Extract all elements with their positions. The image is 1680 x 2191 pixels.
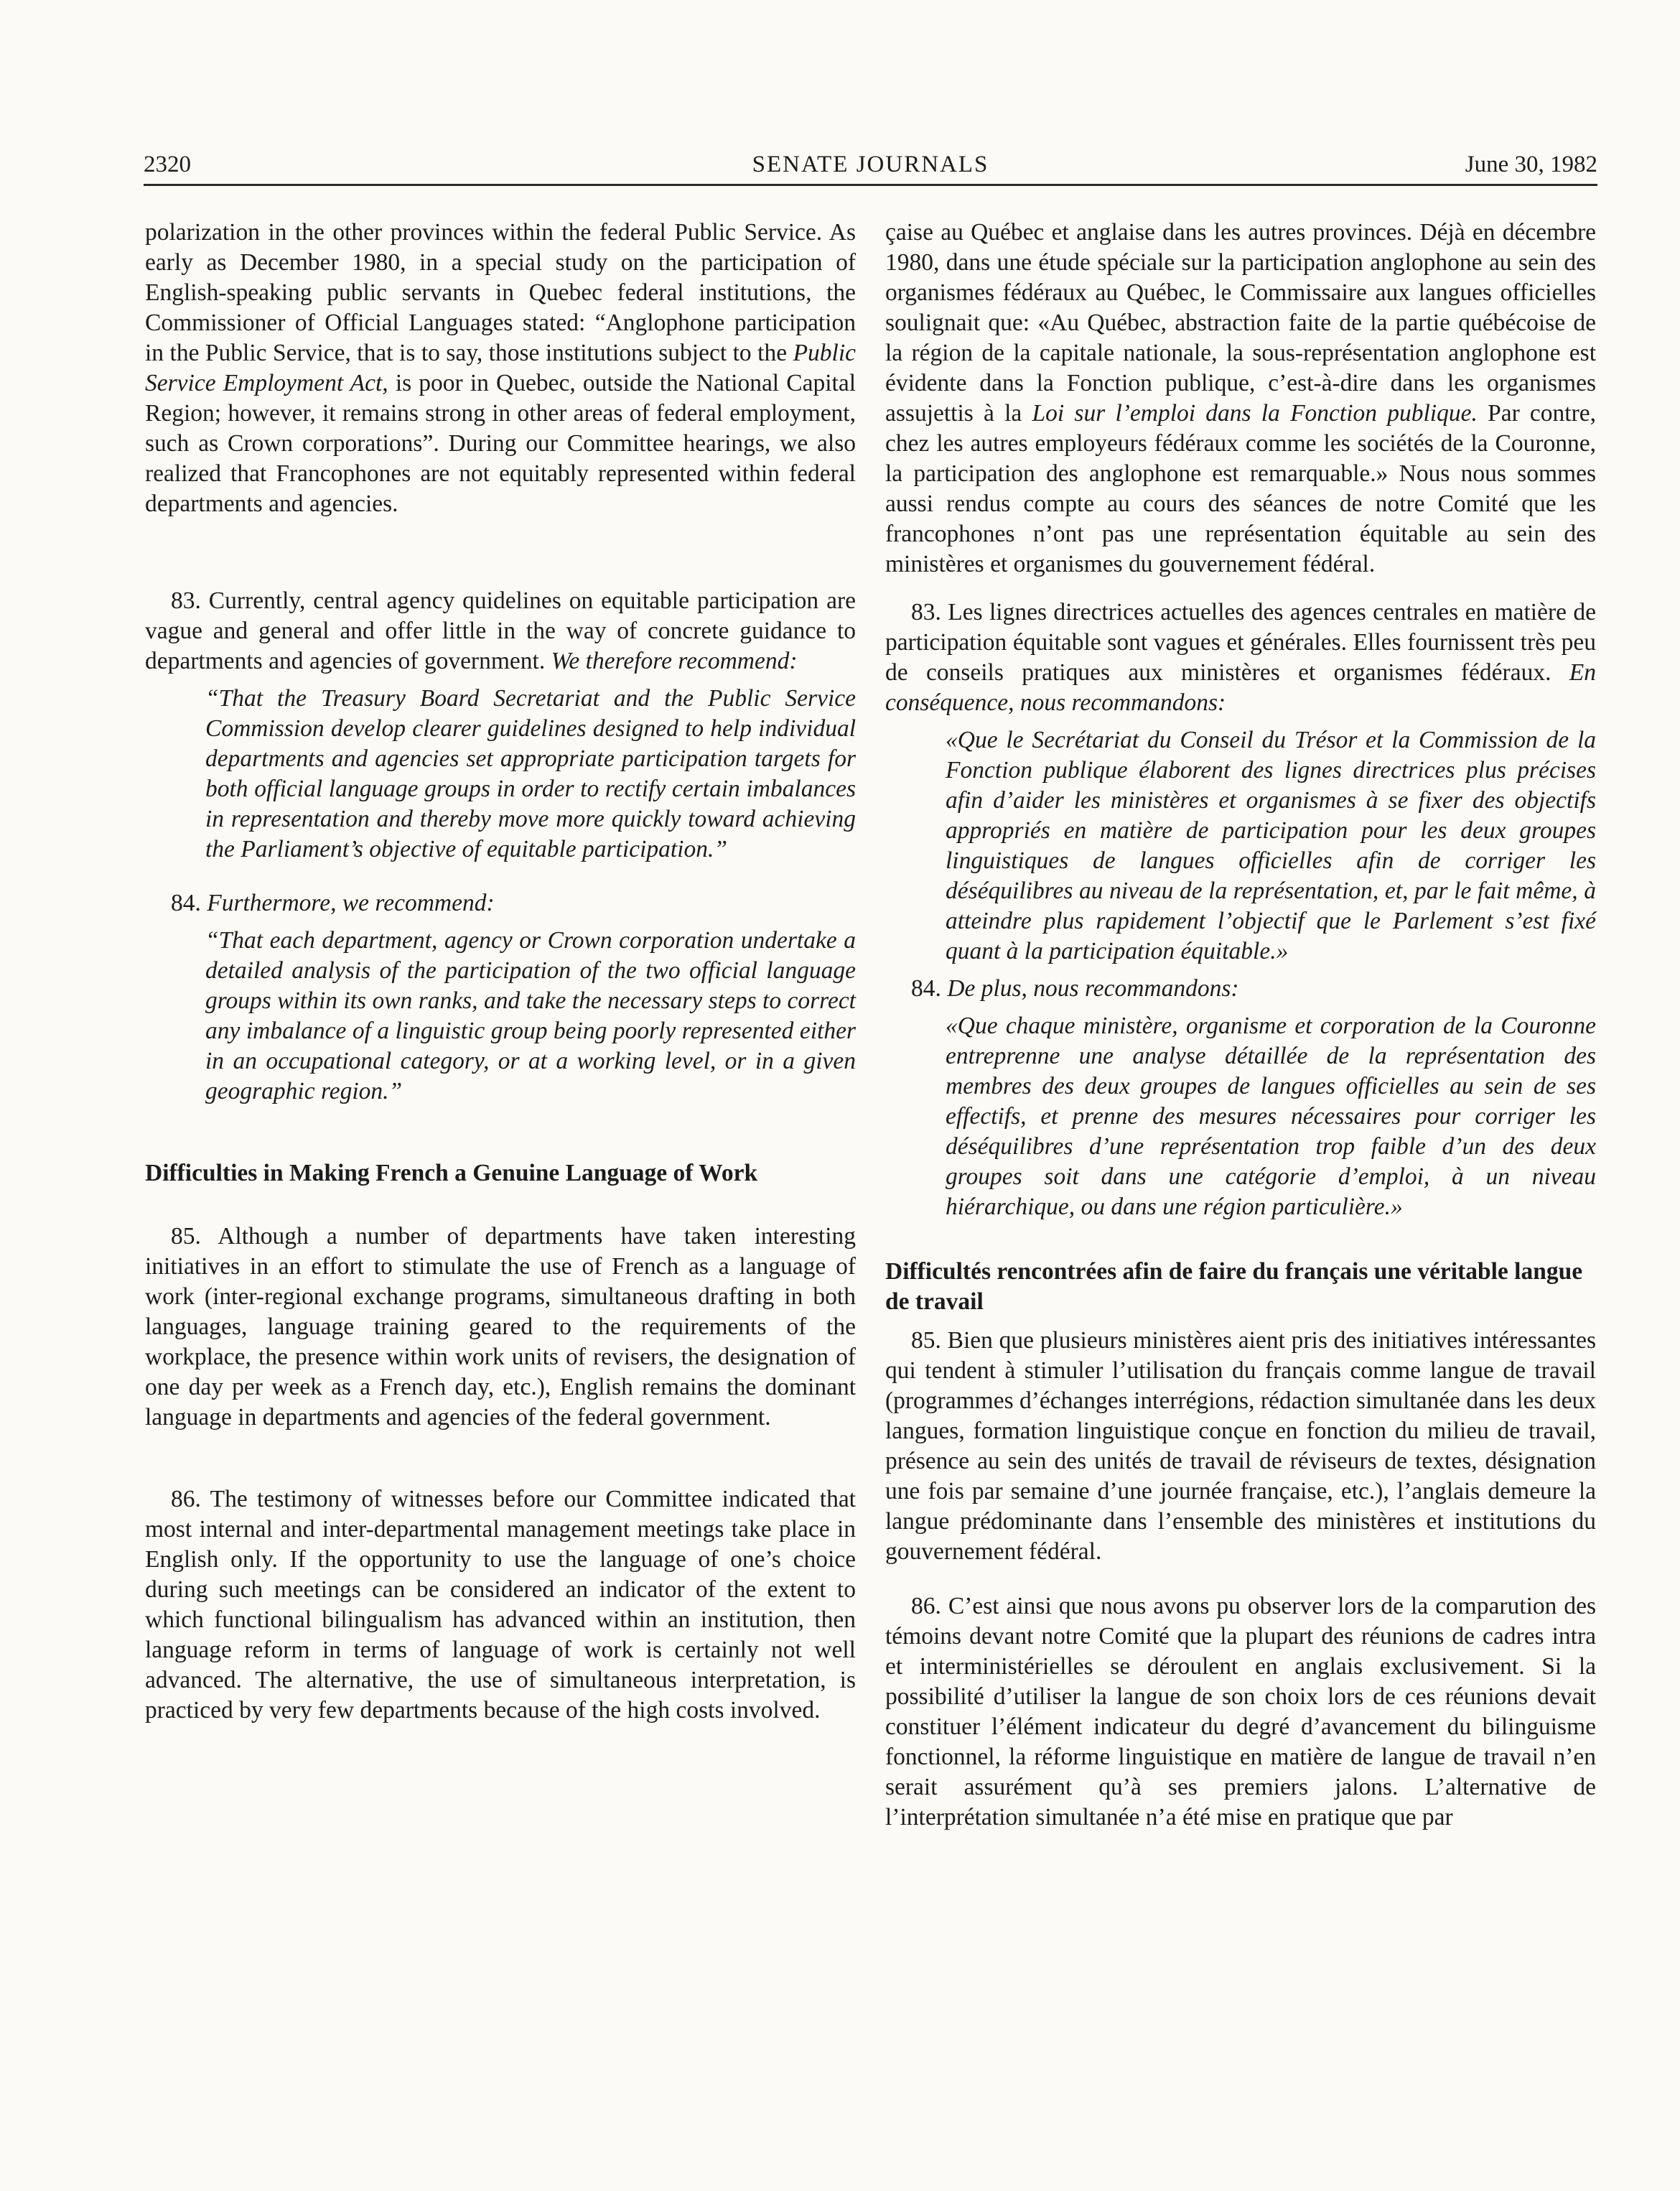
journal-title: SENATE JOURNALS xyxy=(752,152,989,177)
en-paragraph-85: 85. Although a number of departments have taken interesting initiatives in an effort to stimulate the use of French as a language of work (inter-regional exchange programs, simultaneous drafting in both languages, language training geared to the requirements of the workplace, the presence within work units of revisers, the designation of one day per week as a French day, etc.), English remains the dominant language in departments and agencies of the federal government. xyxy=(145,1223,856,1431)
en-paragraph-84: 84. Furthermore, we recommend: xyxy=(171,890,495,916)
page-number: 2320 xyxy=(144,152,191,177)
en-paragraph-continued: polarization in the other provinces within the federal Public Service. As early as December 1980, in a special study on the participation of English-speaking public servants in Quebec federal institutions, the Commissioner of Official Languages stated: “Anglophone participation in the Public Service, that is to say, those institutions subject to the Public Service Employment Act, is poor in Quebec, outside the National Capital Region; however, it remains strong in other areas of federal employment, such as Crown corporations”. During our Committee hearings, we also realized that Francophones are not equitably represented within federal departments and agencies. xyxy=(145,219,857,517)
fr-recommendation-84: «Que chaque ministère, organisme et corporation de la Couronne entreprenne une analyse détaillée de la représentation des membres des deux groupes de langues officielles au sein de ses effectifs, et prenne des mesures nécessaires pour corriger les déséquilibres d’une représentation trop faible d’un des deux groupes soit dans une catégorie d’emploi, à un niveau hiérarchique, ou dans une région particulière.» xyxy=(946,1013,1596,1220)
en-paragraph-83: 83. Currently, central agency quidelines on equitable participation are vague and general and offer little in the way of concrete guidance to departments and agencies of government. We therefore recommend: xyxy=(145,587,856,674)
fr-paragraph-85: 85. Bien que plusieurs ministères aient pris des initiatives intéressantes qui tendent à stimuler l’utilisation du français comme langue de travail (programmes d’échanges interrégions, rédaction simultanée dans les deux langues, formation linguistique conçue en fonction du milieu de travail, présence au sein des unités de travail de réviseurs de textes, désignation une fois par semaine d’une journée française, etc.), l’anglais demeure la langue prédominante dans l’ensemble des ministères et institutions du gouvernement fédéral. xyxy=(885,1327,1596,1565)
french-column xyxy=(885,218,1596,1833)
fr-paragraph-84: 84. De plus, nous recommandons: xyxy=(911,975,1239,1002)
en-paragraph-86: 86. The testimony of witnesses before our Committee indicated that most internal and inter-departmental management meetings take place in English only. If the opportunity to use the language of one’s choice during such meetings can be considered an indicator of the extent to which functional bilingualism has advanced within an institution, then language reform in terms of language of work is certainly not well advanced. The alternative, the use of simultaneous interpretation, is practiced by very few departments because of the high costs involved. xyxy=(145,1486,856,1724)
en-recommendation-84: “That each department, agency or Crown corporation undertake a detailed analysis of the participation of the two official language groups within its own ranks, and take the necessary steps to correct any imbalance of a linguistic group being poorly represented either in an occupational category, or at a working level, or in a given geographic region.” xyxy=(205,927,856,1104)
fr-paragraph-83: 83. Les lignes directrices actuelles des agences centrales en matière de participation équitable sont vagues et générales. Elles fournissent très peu de conseils pratiques aux ministères et organismes fédéraux. En conséquence, nous recommandons: xyxy=(885,599,1597,716)
fr-section-heading: Difficultés rencontrées afin de faire du français une véritable langue de travail xyxy=(885,1258,1583,1315)
fr-paragraph-86: 86. C’est ainsi que nous avons pu observer lors de la comparution des témoins devant notre Comité que la plupart des réunions de cadres intra et interministérielles se déroulent en anglais exclusivement. Si la possibilité d’utiliser la langue de son choix lors de ces réunions devait constituer l’élément indicateur du degré d’avancement du bilinguisme fonctionnel, la réforme linguistique en matière de langue de travail n’en serait assurément qu’à ses premiers jalons. L’alternative de l’interprétation simultanée n’a été mise en pratique que par xyxy=(885,1593,1596,1831)
fr-recommendation-83: «Que le Secrétariat du Conseil du Trésor et la Commission de la Fonction publique élaborent des lignes directrices plus précises afin d’aider les ministères et organismes à se fixer des objectifs appropriés en matière de participation pour les deux groupes linguistiques de langues officielles afin de corriger les déséquilibres au niveau de la représentation, et, par le fait même, à atteindre plus rapidement l’objectif que le Parlement s’est fixé quant à la participation équitable.» xyxy=(946,727,1596,964)
english-column xyxy=(145,218,856,1726)
fr-paragraph-continued: çaise au Québec et anglaise dans les autres provinces. Déjà en décembre 1980, dans une étude spéciale sur la participation anglophone au sein des organismes fédéraux au Québec, le Commissaire aux langues officielles soulignait que: «Au Québec, abstraction faite de la partie québécoise de la région de la capitale nationale, la sous-représentation anglophone est évidente dans la Fonction publique, c’est-à-dire dans les organismes assujettis à la Loi sur l’emploi dans la Fonction publique. Par contre, chez les autres employeurs fédéraux comme les sociétés de la Couronne, la participation des anglophone est remarquable.» Nous nous sommes aussi rendus compte au cours des séances de notre Comité que les francophones n’ont pas une représentation équitable au sein des ministères et organismes du gouvernement fédéral. xyxy=(885,219,1597,577)
running-head xyxy=(144,141,1597,186)
en-recommendation-83: “That the Treasury Board Secretariat and the Public Service Commission develop clearer guidelines designed to help individual departments and agencies set appropriate participation targets for both official language groups in order to rectify certain imbalances in representation and thereby move more quickly toward achieving the Parliament’s objective of equitable participation.” xyxy=(205,685,856,862)
journal-date: June 30, 1982 xyxy=(1465,152,1597,177)
en-section-heading: Difficulties in Making French a Genuine Language of Work xyxy=(145,1160,758,1186)
